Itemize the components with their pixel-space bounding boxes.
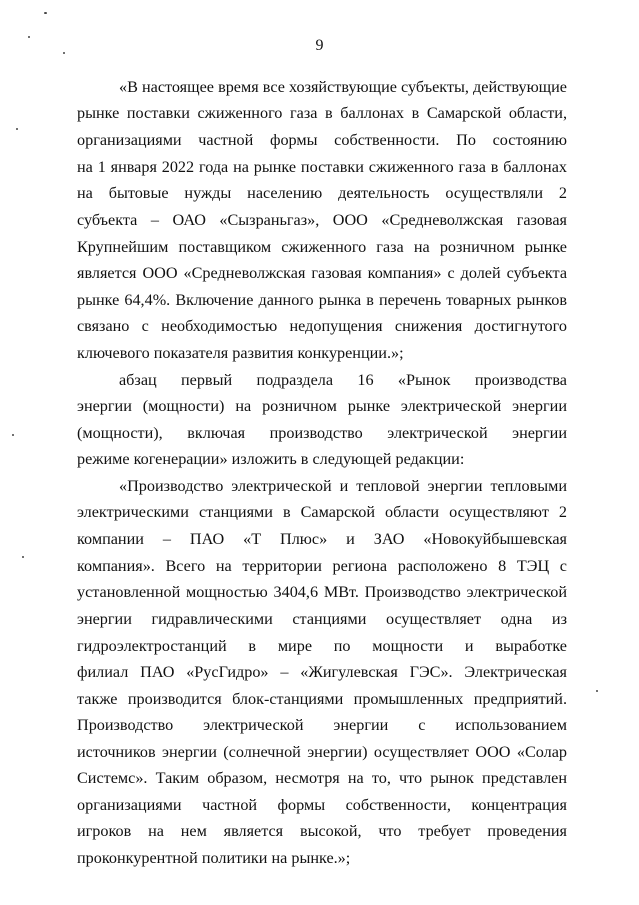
text-line: источников энергии (солнечной энергии) осуществляет ООО «Солар [77,743,567,761]
scan-speck [63,52,65,54]
text-line: является ООО «Средневолжская газовая компания» с долей субъекта [77,264,567,282]
text-line: энергии (мощности) на розничном рынке электрической энергии [77,397,567,415]
scan-speck [596,690,598,692]
scan-speck [44,12,47,14]
text-line: энергии гидравлическими станциями осуществляет одна из [77,610,567,628]
text-line: Системс». Таким образом, несмотря на то, что рынок представлен [77,769,567,787]
text-line: режиме когенерации» изложить в следующей редакции: [77,450,465,468]
text-line: Производство электрической энергии с использованием [77,716,567,734]
text-line: рынке 64,4%. Включение данного рынка в перечень товарных рынков [77,291,567,309]
text-line: игроков на нем является высокой, что требует проведения [77,822,567,840]
text-line: «Производство электрической и тепловой энергии тепловыми [119,477,567,495]
text-line: на бытовые нужды населению деятельность осуществляли 2 [77,184,567,202]
text-line: проконкурентной политики на рынке.»; [77,849,351,867]
text-line: ключевого показателя развития конкуренции.»; [77,344,404,362]
scan-speck [28,36,30,38]
text-line: установленной мощностью 3404,6 МВт. Производство электрической [77,583,567,601]
text-line: абзац первый подраздела 16 «Рынок производства [119,371,567,389]
text-line: также производится блок-станциями промышленных предприятий. [77,690,567,708]
scan-speck [12,434,14,436]
text-line: гидроэлектростанций в мире по мощности и выработке [77,637,567,655]
text-line: компании – ПАО «Т Плюс» и ЗАО «Новокуйбышевская [77,530,567,548]
text-line: Крупнейшим поставщиком сжиженного газа на розничном рынке [77,238,567,256]
text-line: компания». Всего на территории региона расположено 8 ТЭЦ с [77,557,567,575]
scan-speck [16,128,18,130]
text-line: на 1 января 2022 года на рынке поставки сжиженного газа в баллонах [77,158,567,176]
text-line: связано с необходимостью недопущения снижения достигнутого [77,317,567,335]
page-number: 9 [315,37,324,54]
text-line: организациями частной формы собственности. По состоянию [77,131,567,149]
text-line: организациями частной формы собственности, концентрация [77,796,567,814]
text-line: электрическими станциями в Самарской области осуществляют 2 [77,503,567,521]
text-line: филиал ПАО «РусГидро» – «Жигулевская ГЭС». Электрическая [77,663,567,681]
scan-speck [22,556,24,558]
text-line: субъекта – ОАО «Сызраньгаз», ООО «Средневолжская газовая [77,211,567,229]
text-line: «В настоящее время все хозяйствующие субъекты, действующие [119,78,567,96]
text-line: рынке поставки сжиженного газа в баллонах в Самарской области, [77,104,567,122]
text-line: (мощности), включая производство электрической энергии [77,424,567,442]
